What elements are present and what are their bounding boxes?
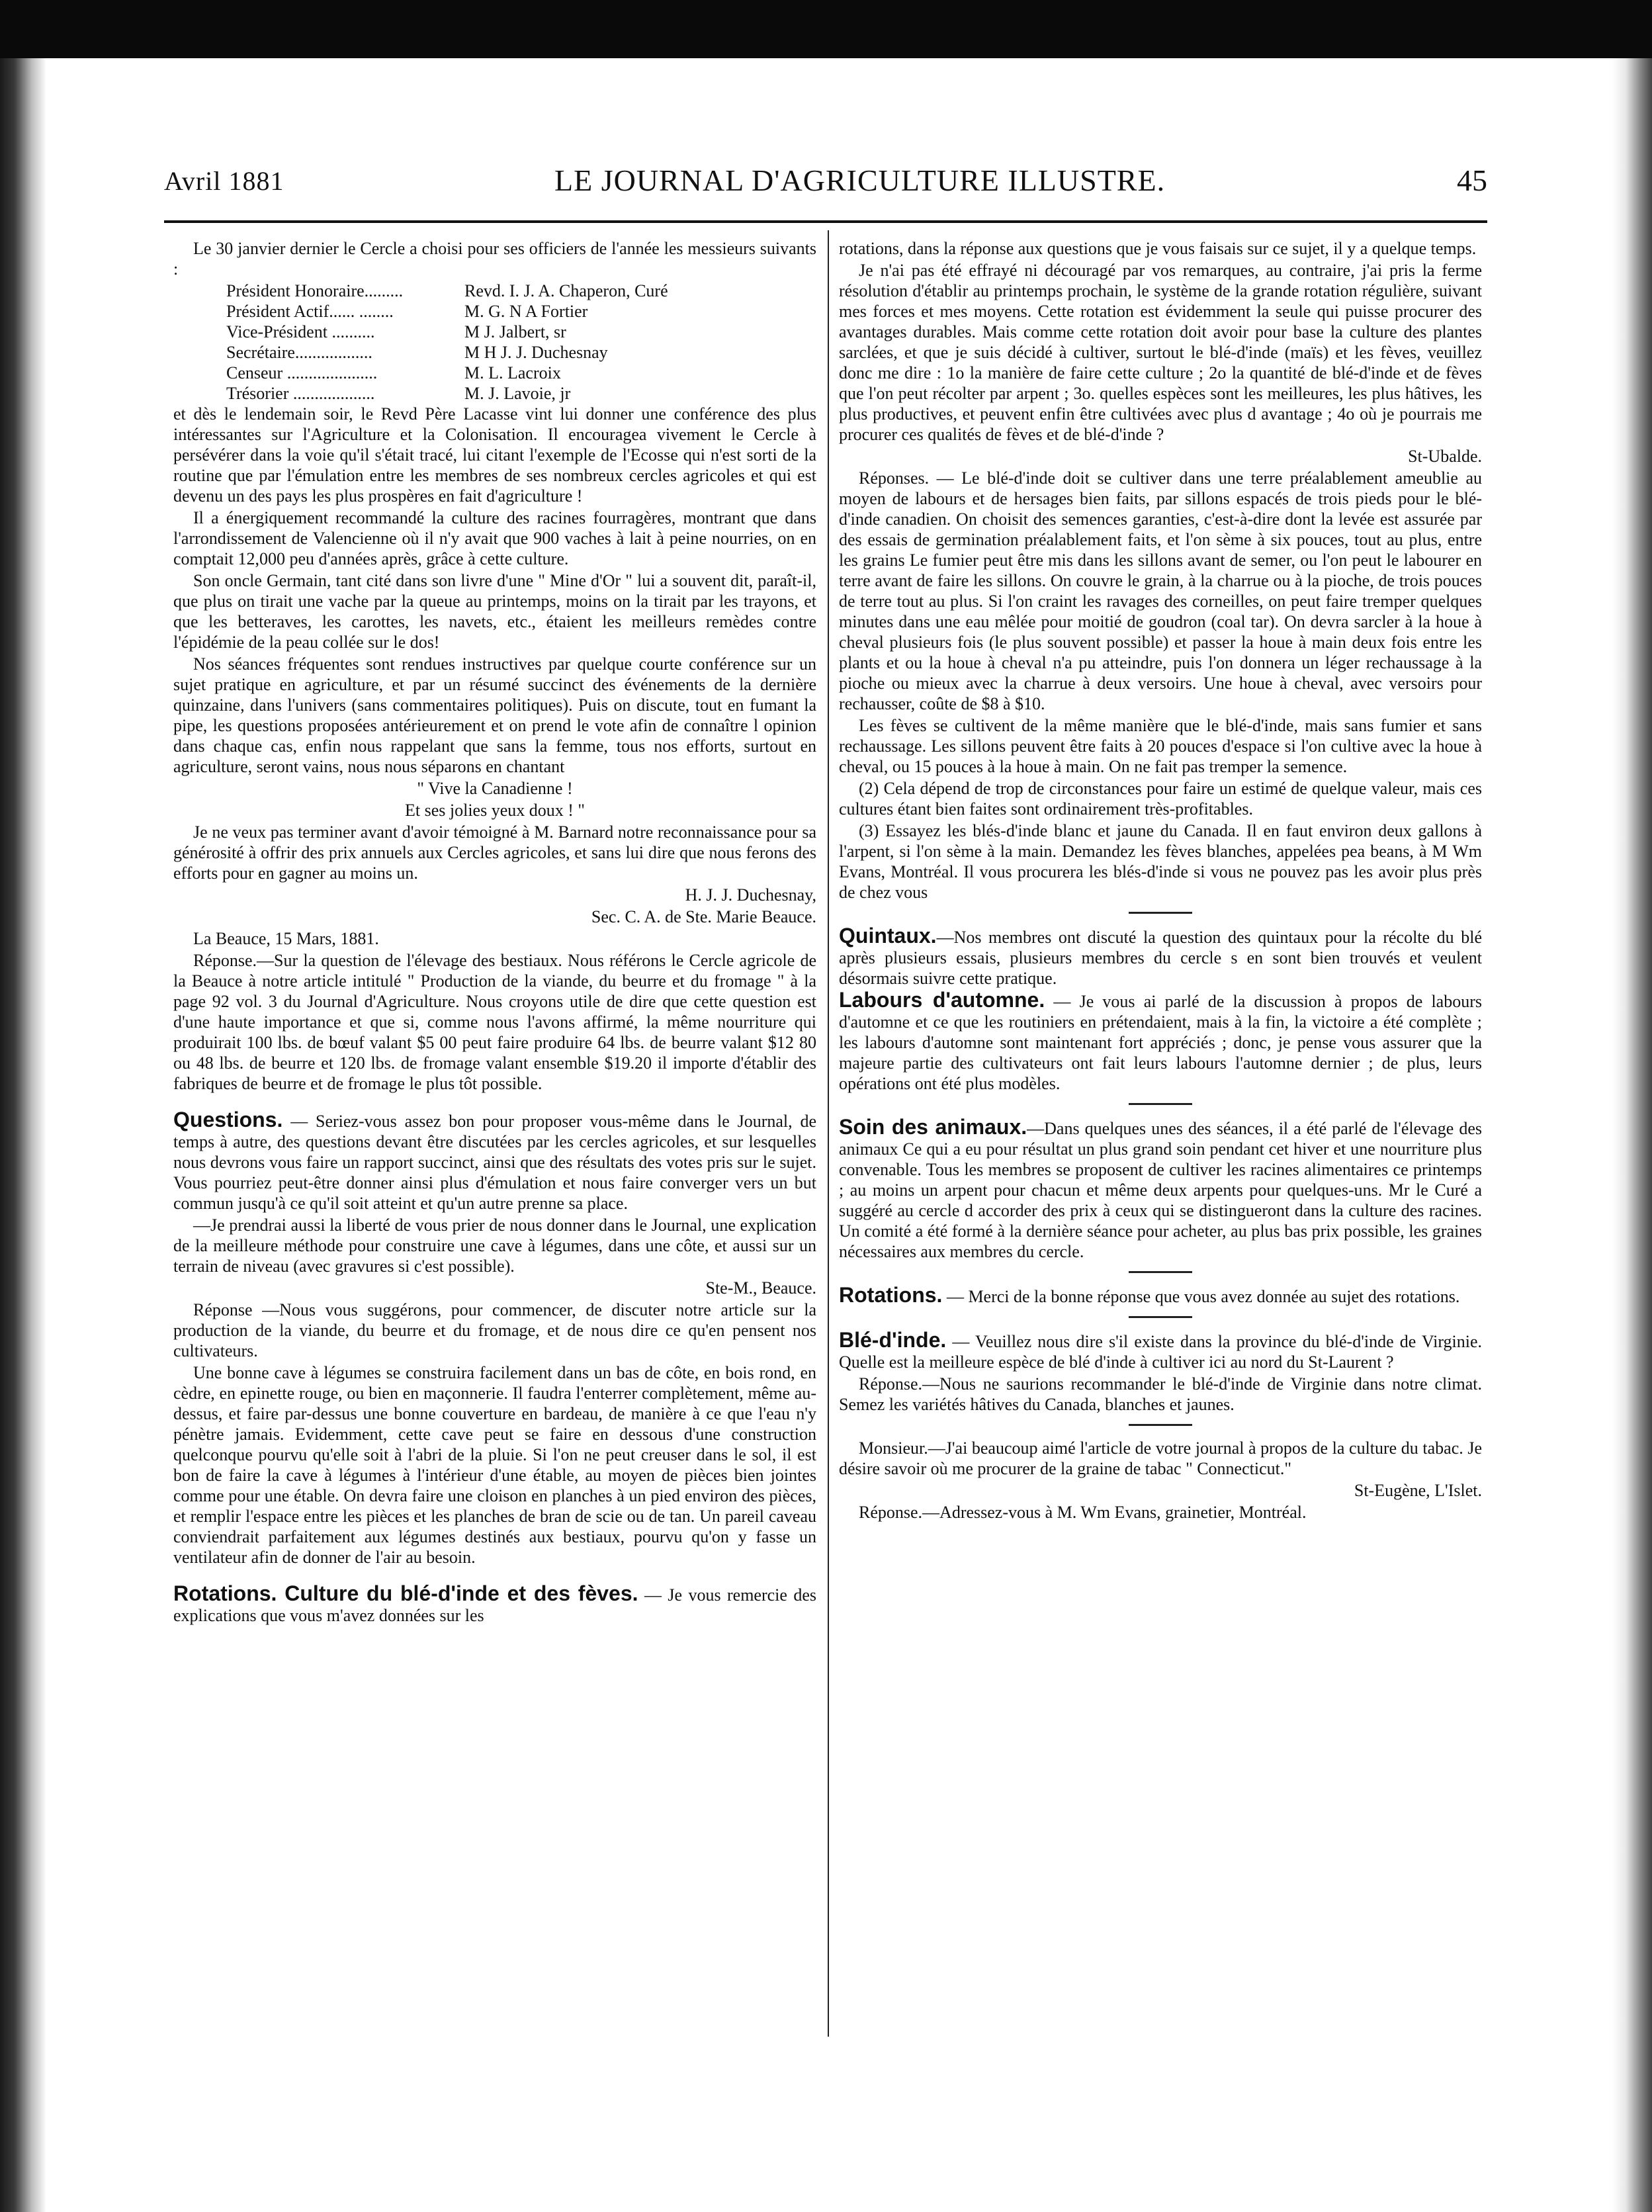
monsieur-reponse: Réponse.—Adressez-vous à M. Wm Evans, grainetier, Montréal. bbox=[859, 1503, 1307, 1522]
ble-text: — Veuillez nous dire s'il existe dans la province du blé-d'inde de Virginie. Quelle est la meilleure espèce de blé d'inde à cultiver ici au nord du St-Laurent ? bbox=[839, 1332, 1482, 1372]
ble-heading: Blé-d'inde. bbox=[839, 1328, 947, 1352]
questions-section bbox=[173, 1110, 816, 1214]
left-column bbox=[173, 238, 816, 2038]
officer-role: Président Actif...... ........ bbox=[226, 302, 394, 321]
rotation-signature: St-Ubalde. bbox=[1408, 447, 1482, 466]
reponse-discuter: Réponse —Nous vous suggérons, pour commencer, de discuter notre article sur la production de la viande, du beurre et du fromage, et de nous dire ce qu'en pensent nos cultivateurs. bbox=[173, 1300, 816, 1360]
dateline: La Beauce, 15 Mars, 1881. bbox=[193, 929, 379, 948]
rotation-letter: Je n'ai pas été effrayé ni découragé par vos remarques, au contraire, j'ai pris la ferme résolution d'établir au printemps prochain, le système de la grande rotation régulière, suivant mes forces et mes moyens. Cette rotation est évidemment la seule qui puisse procurer des avantages durables. Mais comme cette rotation doit avoir pour base la culture des plantes sarclées, et que je suis décidé à cultiver, surtout le blé-d'inde (maïs) et les fèves, veuillez donc me dire : 1o la manière de faire cette culture ; 2o la quantité de blé-d'inde et de fèves que l'on peut récolter par arpent ; 3o. quelles espèces sont les meilleures, les plus hâtives, les plus productives, et peuvent enfin être cultivées avec plus d avantage ; 4o où je pourrais me procurer ces qualités de fèves et de blé-d'inde ? bbox=[839, 261, 1482, 444]
page-number: 45 bbox=[1457, 163, 1487, 197]
conference-paragraph: et dès le lendemain soir, le Revd Père Lacasse vint lui donner une conférence des plus intéressantes sur l'Agriculture et la Colonisation. Il encouragea vivement le Cercle à persévérer dans la voie qu'il s'était tracé, lui citant l'exemple de l'Ecosse qui n'est sorti de la routine que par l'émulation entre les membres de ses nombreux cercles agricoles et qui est devenu un des pays les plus prospères en fait d'agriculture ! bbox=[173, 404, 816, 506]
officer-name: M. G. N A Fortier bbox=[464, 302, 588, 321]
questions-text: — Seriez-vous assez bon pour proposer vous-même dans le Journal, de temps à autre, des questions devant être discutées par les cercles agricoles, et sur lesquelles nous devrons vous faire un rapport succinct, ainsi que des résultats des votes pris sur le sujet. Vous pourriez peut-être donner ainsi plus d'émulation et nous faire converger vers un but commun jusqu'à ce qu'il soit atteint et qu'un autre prenne sa place. bbox=[173, 1112, 816, 1213]
officer-name: M J. Jalbert, sr bbox=[464, 322, 566, 341]
officer-row bbox=[226, 363, 816, 383]
quintaux-heading: Quintaux. bbox=[839, 924, 937, 948]
rotations-ble-text: — Je vous remercie des explications que vous m'avez données sur les bbox=[173, 1585, 816, 1625]
rotations-heading: Rotations. bbox=[839, 1283, 943, 1307]
reponses-ble-dinde: Réponses. — Le blé-d'inde doit se cultiver dans une terre préalablement ameublie au moyen de labours et de hersages bien faits, par sillons espacés de trois pieds pour le blé-d'inde canadien. On choisit des semences garanties, c'est-à-dire dont la levée est assurée par des essais de germination préalablement faits, et l'on sème à six pouces, tout au plus, entre les grains Le fumier peut être mis dans les sillons avant de semer, ou l'on peut le labourer en terre avant de faire les sillons. On couvre le grain, à la charrue ou à la pioche, de trois pouces de terre tout au plus. Si l'on craint les ravages des corneilles, on peut faire tremper quelques minutes dans une eau mêlée pour moitié de goudron (coal tar). On devra sarcler à la houe à cheval plusieurs fois (le plus souvent possible) et passer la houe à main deux fois entre les plants et ou la houe à cheval n'a pu atteindre, puis l'on donnera un léger rechaussage à la pioche ou mieux avec la charrue à deux versoirs. Une houe à cheval, avec versoirs pour rechausser, coûte de $8 à $10. bbox=[839, 468, 1482, 713]
labours-section bbox=[839, 990, 1482, 1094]
officer-row bbox=[226, 383, 816, 404]
thanks-paragraph: Je ne veux pas terminer avant d'avoir témoigné à M. Barnard notre reconnaissance pour sa générosité à offrir des prix annuels aux Cercles agricoles, et sans lui dire que nous ferons des efforts pour en gagner au moins un. bbox=[173, 822, 816, 883]
column-divider bbox=[828, 230, 829, 2037]
questions-heading: Questions. bbox=[173, 1108, 283, 1131]
right-column bbox=[839, 238, 1482, 2038]
header-date: Avril 1881 bbox=[164, 166, 284, 196]
reponse-elevage: Réponse.—Sur la question de l'élevage des bestiaux. Nous référons le Cercle agricole de la Beauce à notre article intitulé " Production de la viande, du beurre et du fromage " à la page 92 vol. 3 du Journal d'Agriculture. Nous croyons utile de dire que cette question est d'une haute importance et que si, comme nous l'avons affirmé, la même nourriture qui produirait 100 lbs. de bœuf valant $5 00 peut faire produire 64 lbs. de beurre valant $12 80 ou 48 lbs. de beurre et 120 lbs. de fromage valant ensemble $19.20 il importe d'établir des fabriques de beurre et de fromage le plus tôt possible. bbox=[173, 951, 816, 1093]
song-line-2: Et ses jolies yeux doux ! " bbox=[404, 801, 586, 820]
note-2: (2) Cela dépend de trop de circonstances pour faire un estimé de quelque valeur, mais ces cultures étant bien faites sont ordinairement très-profitables. bbox=[839, 779, 1482, 818]
rotations-text: — Merci de la bonne réponse que vous avez donnée au sujet des rotations. bbox=[946, 1287, 1460, 1306]
monsieur-letter: Monsieur.—J'ai beaucoup aimé l'article de votre journal à propos de la culture du tabac. Je désire savoir où me procurer de la graine de tabac " Connecticut." bbox=[839, 1438, 1482, 1478]
ble-reponse: Réponse.—Nous ne saurions recommander le blé-d'inde de Virginie dans notre climat. Semez les variétés hâtives du Canada, blanches et jaunes. bbox=[839, 1374, 1482, 1414]
intro-paragraph: Le 30 janvier dernier le Cercle a choisi pour ses officiers de l'année les messieurs suivants : bbox=[173, 239, 816, 279]
rotations-continued: rotations, dans la réponse aux questions que je vous faisais sur ce sujet, il y a quelque temps. bbox=[839, 239, 1477, 258]
section-rule bbox=[1129, 1316, 1192, 1318]
seances-paragraph: Nos séances fréquentes sont rendues instructives par quelque courte conférence sur un sujet pratique en agriculture, et par un résumé succinct des événements de la dernière quinzaine, dans l'univers (sans commentaires politiques). Puis on discute, tout en fumant la pipe, les questions proposées antérieurement et on prend le vote afin de connaître l opinion dans chaque cas, enfin nous rappelant que sans la femme, tous nos efforts, surtout en agriculture, seront vains, nous nous séparons en chantant bbox=[173, 654, 816, 776]
ble-section bbox=[839, 1330, 1482, 1372]
questions-cave: —Je prendrai aussi la liberté de vous prier de nous donner dans le Journal, une explication de la meilleure méthode pour construire une cave à légumes, dans une côte, et aussi sur un terrain de niveau (avec gravures si c'est possible). bbox=[173, 1216, 816, 1276]
labours-text: — Je vous ai parlé de la discussion à propos de labours d'automne et ce que les routiniers en prétendaient, mais à la fin, la victoire a été complète ; les labours d'automne sont maintenant fort appréciés ; donc, je pense vous assurer que la majeure partie des cultivateurs ont fait leurs labours l'automne dernier ; de plus, leurs opérations ont été plus modèles. bbox=[839, 992, 1482, 1093]
officer-name: M H J. J. Duchesnay bbox=[464, 343, 608, 362]
scan-top-border bbox=[0, 0, 1652, 58]
officer-role: Censeur ..................... bbox=[226, 363, 378, 382]
page-header bbox=[164, 159, 1487, 205]
germain-paragraph: Son oncle Germain, tant cité dans son livre d'une " Mine d'Or " lui a souvent dit, paraît-il, que plus on tirait une vache par la queue au printemps, moins on la tirait par les trayons, et que les betteraves, les carottes, les navets, etc., étaient les meilleurs remèdes contre l'épidémie de la peau collée sur le dos! bbox=[173, 571, 816, 652]
officer-row bbox=[226, 281, 816, 301]
officer-list bbox=[173, 281, 816, 404]
rotations-section bbox=[839, 1285, 1482, 1307]
section-rule bbox=[1129, 1103, 1192, 1105]
officer-row bbox=[226, 322, 816, 342]
soin-heading: Soin des animaux. bbox=[839, 1115, 1027, 1139]
song-line-1: " Vive la Canadienne ! bbox=[417, 779, 573, 798]
officer-role: Vice-Président .......... bbox=[226, 322, 375, 341]
feves-paragraph: Les fèves se cultivent de la même manière que le blé-d'inde, mais sans fumier et sans rechaussage. Les sillons peuvent être faits à 20 pouces d'espace si l'on cultive avec la houe à cheval, ou 15 pouces à la houe à main. On ne fait pas tremper la semence. bbox=[839, 716, 1482, 776]
scan-right-edge bbox=[1612, 58, 1652, 2212]
section-rule bbox=[1129, 1271, 1192, 1273]
section-rule bbox=[1129, 912, 1192, 914]
quintaux-section bbox=[839, 926, 1482, 989]
note-3: (3) Essayez les blés-d'inde blanc et jaune du Canada. Il en faut environ deux gallons à l'arpent, si l'on sème à la main. Demandez les fèves blanches, appelées pea beans, à M Wm Evans, Montréal. Il vous procurera les blés-d'inde si vous ne pouvez pas les avoir plus près de chez vous bbox=[839, 821, 1482, 902]
officer-role: Trésorier ................... bbox=[226, 384, 375, 403]
officer-name: M. J. Lavoie, jr bbox=[464, 384, 571, 403]
questions-signature: Ste-M., Beauce. bbox=[705, 1278, 816, 1298]
cave-paragraph: Une bonne cave à légumes se construira facilement dans un bas de côte, en bois rond, en cèdre, en epinette rouge, ou bien en maçonnerie. Il faudra l'enterrer complètement, même au-dessus, et faire par-dessus une bonne couverture en bardeau, de manière à ce que l'eau n'y pénètre jamais. Evidemment, cette cave peut se faire en dessous d'une construction quelconque pourvu qu'elle soit à l'abri de la pluie. Si l'on ne peut creuser dans le sol, il est bon de faire la cave à légumes à l'intérieur d'une étable, au moyen de pièces bien jointes comme pour une étable. On devra faire une cloison en planches à un pied environ des pièces, et remplir l'espace entre les pièces et les planches de bran de scie ou de tan. Un pareil caveau conviendrait parfaitement aux légumes destinés aux bestiaux, pourvu qu'on y fasse un ventilateur afin de donner de l'air au besoin. bbox=[173, 1363, 816, 1567]
officer-row bbox=[226, 301, 816, 322]
signature-name: H. J. J. Duchesnay, bbox=[685, 885, 816, 905]
officer-role: Secrétaire.................. bbox=[226, 343, 372, 362]
quintaux-text: —Nos membres ont discuté la question des quintaux pour la récolte du blé après plusieurs essais, plusieurs membres du cercle s en sont bien trouvés et veulent désormais suivre cette pratique. bbox=[839, 928, 1482, 988]
officer-name: M. L. Lacroix bbox=[464, 363, 561, 382]
section-rule bbox=[1129, 1424, 1192, 1426]
signature-title: Sec. C. A. de Ste. Marie Beauce. bbox=[591, 907, 816, 926]
labours-heading: Labours d'automne. bbox=[839, 988, 1045, 1012]
officer-row bbox=[226, 342, 816, 363]
scan-left-edge bbox=[0, 58, 46, 2212]
monsieur-signature: St-Eugène, L'Islet. bbox=[1354, 1481, 1482, 1500]
soin-section bbox=[839, 1117, 1482, 1262]
officer-role: Président Honoraire......... bbox=[226, 281, 404, 300]
header-rule bbox=[164, 220, 1487, 223]
journal-title: LE JOURNAL D'AGRICULTURE ILLUSTRE. bbox=[554, 163, 1166, 197]
rotations-ble-heading: Rotations. Culture du blé-d'inde et des fèves. bbox=[173, 1581, 638, 1605]
soin-text: —Dans quelques unes des séances, il a été parlé de l'élevage des animaux Ce qui a eu pour résultat un plus grand soin pendant cet hiver et une nourriture plus convenable. Tous les membres se proposent de cultiver les racines alimentaires ce printemps ; au moins un arpent pour chacun et même deux arpents pour quelques-uns. Mr le Curé a suggéré au cercle d accorder des prix à ceux qui se distingueront dans la culture des racines. Un comité a été formé à la dernière séance pour acheter, au plus bas prix possible, les graines nécessaires aux membres du cercle. bbox=[839, 1119, 1482, 1261]
officer-name: Revd. I. J. A. Chaperon, Curé bbox=[464, 281, 668, 300]
rotations-ble-section bbox=[173, 1583, 816, 1626]
racines-paragraph: Il a énergiquement recommandé la culture des racines fourragères, montrant que dans l'arrondissement de Valencienne où il n'y avait que 900 vaches à lait à peine nourries, on en comptait 12,000 peu d'années après, grâce à cette culture. bbox=[173, 508, 816, 568]
